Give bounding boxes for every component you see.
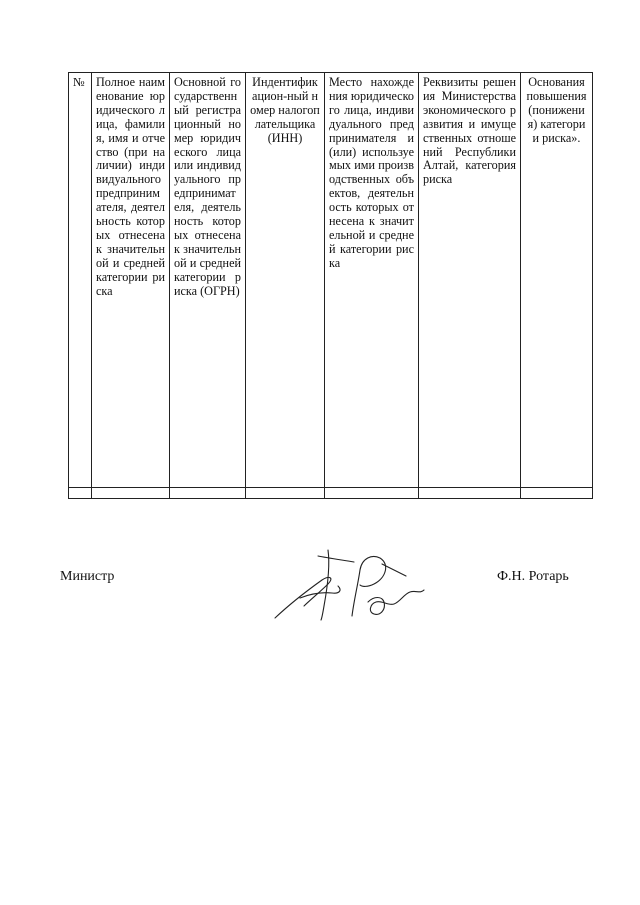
- header-decision-details: Реквизиты решения Министерства экономического развития и имущественных отношений Республики Алтай, категория риска: [419, 73, 521, 488]
- header-number: №: [69, 73, 92, 488]
- signatory-name: Ф.Н. Ротарь: [497, 569, 569, 584]
- table-cell: [170, 488, 246, 499]
- table-header-row: [69, 73, 593, 488]
- register-table: [68, 72, 593, 499]
- header-location: Место нахождения юридического лица, индивидуального предпринимателя и (или) используемых ими производственных объектов, деятельность которых отнесена к значительной и средней категории риска: [325, 73, 419, 488]
- table-cell: [246, 488, 325, 499]
- handwritten-signature: [270, 540, 430, 630]
- header-full-name: Полное наименование юридического лица, фамилия, имя и отчество (при наличии) индивидуального предпринимателя, деятельность которых отнесена к значительной и средней категории риска: [92, 73, 170, 488]
- signatory-title: Министр: [60, 569, 115, 584]
- table-cell: [521, 488, 593, 499]
- table-cell: [69, 488, 92, 499]
- table-empty-row: [69, 488, 593, 499]
- table-cell: [325, 488, 419, 499]
- signature-block: [0, 565, 640, 615]
- header-inn: Индентификацион-ный номер налогоплательщика (ИНН): [246, 73, 325, 488]
- table-cell: [419, 488, 521, 499]
- table-cell: [92, 488, 170, 499]
- header-ogrn: Основной государственный регистрационный номер юридического лица или индивидуального предпринимателя, деятельность которых отнесена к значительной и средней категории риска (ОГРН): [170, 73, 246, 488]
- header-risk-grounds: Основания повышения (понижения) категории риска».: [521, 73, 593, 488]
